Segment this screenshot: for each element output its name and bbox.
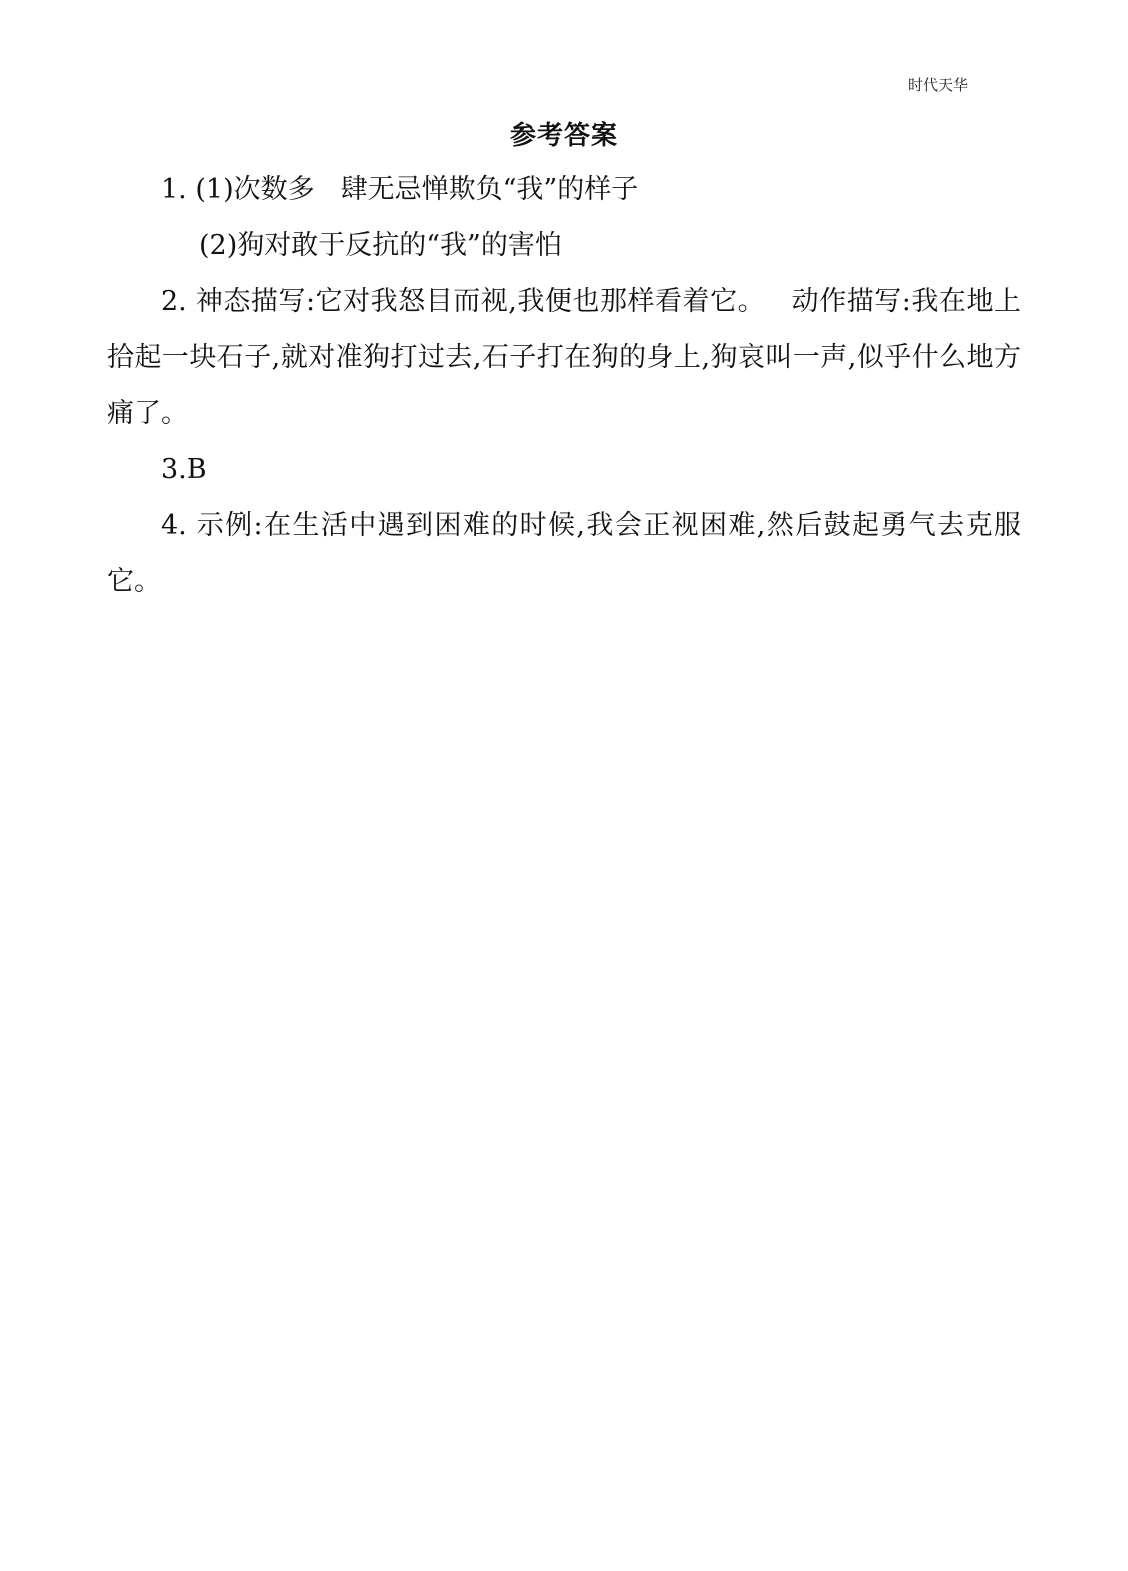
answer-1-part-1: (1)次数多: [195, 174, 315, 205]
answer-4-number: 4.: [161, 510, 187, 541]
answer-3-number: 3.: [161, 454, 187, 485]
answer-2-number: 2.: [161, 286, 187, 317]
answer-3-choice: B: [186, 454, 207, 485]
answer-list: [107, 162, 1021, 610]
answer-2-expression: 神态描写:它对我怒目而视,我便也那样看着它。: [195, 286, 766, 317]
answer-1-part-1b: 肆无忌惮欺负“我”的样子: [340, 174, 639, 205]
answer-3: [107, 442, 1021, 498]
answer-1: [107, 162, 1021, 218]
answer-1-part-2: (2)狗对敢于反抗的“我”的害怕: [199, 230, 562, 261]
answer-1-subpart-2: [107, 218, 1021, 274]
page-title: 参考答案: [509, 121, 618, 151]
header-brand: 时代天华: [908, 76, 969, 94]
answer-1-number: 1.: [161, 174, 187, 205]
answer-2-action: 动作描写:我在地上拾起一块石子,就对准狗打过去,石子打在狗的身上,狗哀叫一声,似乎什么地方痛了。: [107, 286, 1021, 429]
answer-2: [107, 274, 1021, 442]
answer-4-text: 示例:在生活中遇到困难的时候,我会正视困难,然后鼓起勇气去克服它。: [107, 510, 1021, 597]
answer-4: [107, 498, 1021, 610]
